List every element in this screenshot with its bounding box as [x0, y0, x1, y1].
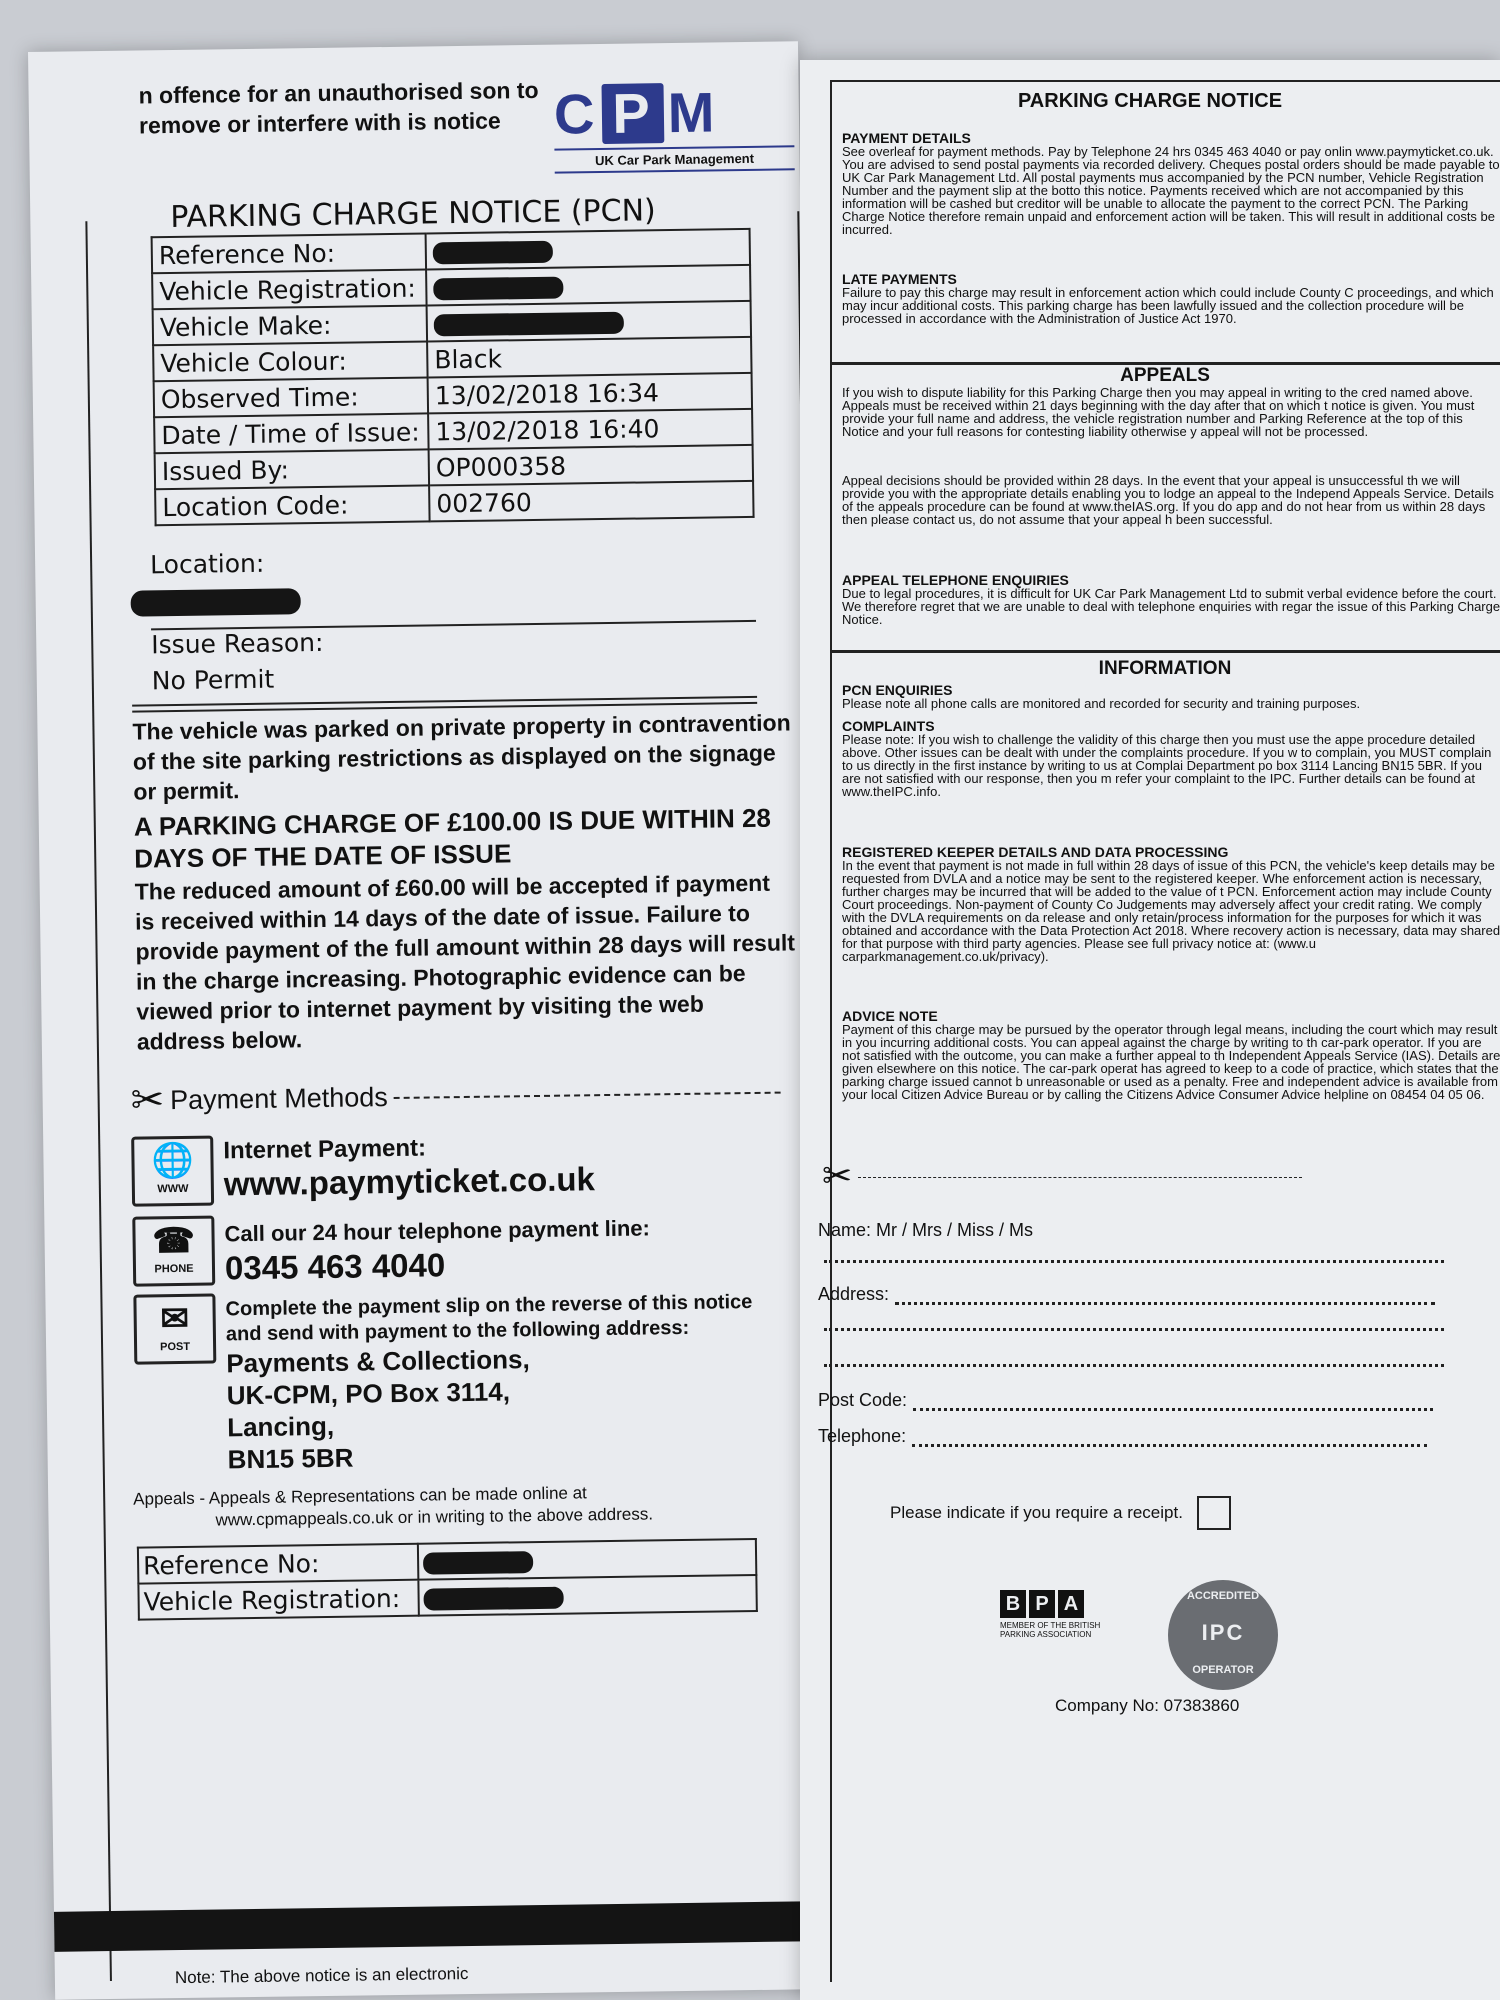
payment-phone-number[interactable]: 0345 463 4040: [224, 1246, 446, 1287]
row-value: 13/02/2018 16:34: [428, 373, 752, 414]
globe-icon: 🌐 WWW: [131, 1136, 214, 1207]
warning-text: n offence for an unauthorised son to remove or interfere with is notice: [138, 76, 539, 139]
address-line: Payments & Collections,: [226, 1344, 530, 1379]
name-label: Name: Mr / Mrs / Miss / Ms: [818, 1220, 1033, 1240]
bpa-letter: P: [1029, 1590, 1055, 1618]
scissors-icon: ✂: [822, 1155, 853, 1196]
post-badge: POST: [160, 1340, 191, 1354]
ipc-badge: [1168, 1580, 1278, 1690]
payment-website[interactable]: www.paymyticket.co.uk: [223, 1160, 596, 1203]
redacted-location: [131, 588, 301, 616]
section-heading: PCN ENQUIRIES: [842, 682, 953, 698]
pcn-reverse-sheet: [800, 60, 1500, 2000]
receipt-row: [890, 1496, 1231, 1530]
ipc-bottom-text: OPERATOR: [1192, 1664, 1254, 1676]
row-label: Vehicle Registration:: [138, 1580, 418, 1620]
telephone-label: Telephone:: [818, 1426, 907, 1446]
redacted-value: [418, 1575, 756, 1616]
pcn-details-table: [151, 228, 755, 526]
issue-reason-label: Issue Reason:: [151, 627, 324, 660]
address-field-row[interactable]: [818, 1284, 1435, 1305]
row-label: Issued By:: [155, 449, 429, 489]
location-label: Location:: [149, 548, 265, 580]
row-value: OP000358: [429, 445, 753, 486]
address-line: Lancing,: [227, 1410, 335, 1443]
contravention-text: The vehicle was parked on private property in contravention of the site parking restrictions as displayed on the signage or permit.: [132, 709, 791, 805]
reduced-amount-text: The reduced amount of £60.00 will be accepted if payment is received within 14 days of the date of issue. Failure to provide payment of the full amount within 28 days will result in the charge increasing. Photographic evidence can be viewed prior to internet payment by visiting the web address below.: [134, 869, 796, 1055]
table-row: [138, 1575, 756, 1620]
phone-badge: PHONE: [154, 1262, 194, 1276]
information-heading: INFORMATION: [1098, 658, 1232, 679]
receipt-checkbox[interactable]: [1197, 1496, 1231, 1530]
issue-reason-value: No Permit: [151, 664, 275, 696]
cut-line: [394, 1090, 781, 1099]
scissors-icon: ✂: [130, 1078, 165, 1123]
table-row: [155, 481, 753, 525]
logo-letter: C: [553, 82, 599, 146]
section-text: In the event that payment is not made in full within 28 days of issue of this PCN, the vehicle's keep details may be requested from DVLA and a notice may be sent to the registered keeper. Whe enforcement action is necessary, further charges may be incurred that will be added to the value of t PCN. Enforcement action may include County Court proceedings. Non-payment of County Co Judgements may adversely affect your credit rating. We comply with the DVLA requirements on da release and only retain/process information for the purposes for which it was obtained and accordance with the Data Protection Act 2018. Where recovery action is necessary, data may shared for that purpose with third party agencies. Please see full privacy notice at: (www.u carparkmanagement.co.uk/privacy).: [842, 858, 1500, 964]
reverse-title: PARKING CHARGE NOTICE: [1017, 90, 1283, 112]
appeals-text-1: If you wish to dispute liability for this Parking Charge then you may appeal in writing to the cred named above. Appeals must be received within 21 days beginning with the day after that on which t notice is given. You must provide your full name and address, the vehicle registration number and Parking Reference at the top of this Notice and your full reasons for contesting liability otherwise y appeal will not be processed.: [842, 385, 1475, 439]
redacted-value: [418, 1539, 756, 1580]
divider: [830, 650, 1500, 653]
row-label: Vehicle Registration:: [152, 269, 426, 309]
address-field-line[interactable]: [818, 1324, 1444, 1331]
www-badge: WWW: [157, 1182, 189, 1196]
address-field-line[interactable]: [818, 1360, 1444, 1367]
pcn-title: PARKING CHARGE NOTICE (PCN): [170, 193, 656, 236]
section-heading: LATE PAYMENTS: [842, 271, 957, 287]
address-line: BN15 5BR: [227, 1442, 354, 1475]
cut-line-row: [822, 1155, 1302, 1197]
phone-payment-label: Call our 24 hour telephone payment line:: [224, 1215, 651, 1247]
row-label: Location Code:: [155, 485, 429, 525]
row-value: 002760: [429, 481, 753, 522]
section-text: Please note all phone calls are monitored and recorded for security and training purposes.: [842, 696, 1361, 711]
cut-line: [858, 1175, 1302, 1178]
section-heading: REGISTERED KEEPER DETAILS AND DATA PROCESSING: [842, 844, 1229, 860]
phone-icon: ☎ PHONE: [132, 1216, 215, 1287]
row-label: Vehicle Colour:: [153, 341, 427, 381]
complaints-section: [842, 720, 1500, 798]
redacted-value: [427, 301, 751, 342]
payment-methods-label: Payment Methods: [169, 1081, 388, 1115]
appeals-text-2: Appeal decisions should be provided within 28 days. In the event that your appeal is unsuccessful th we will provide you with the appropriate details enabling you to lodge an appeal to the Independ Appeals Service. Details of the appeals procedure can be found at www.theIAS.org. If you do app and do not hear from us within 28 days then please contact us, do not assume that your appeal h been successful.: [842, 473, 1494, 527]
section-text: Failure to pay this charge may result in enforcement action which could include County C proceedings, and which may incur additional costs. This parking charge has been lawfully issued and the collection procedure will be processed in accordance with the Administration of Justice Act 1970.: [842, 285, 1494, 326]
keeper-section: [842, 846, 1500, 963]
postcode-label: Post Code:: [818, 1390, 908, 1410]
address-label: Address:: [818, 1284, 890, 1304]
pcn-front-sheet: [28, 41, 825, 2000]
section-text: Due to legal procedures, it is difficult for UK Car Park Management Ltd to submit verbal evidence before the court. We therefore regret that we are unable to deal with telephone enquiries with regar the issue of this Parking Charge Notice.: [842, 586, 1500, 627]
postcode-field-row[interactable]: [818, 1390, 1433, 1411]
section-text: Payment of this charge may be pursued by the operator through legal means, including the court which may result in you incurring additional costs. You can appeal against the charge by writing to th car-park operator. If you are not satisfied with the outcome, you can make a further appeal to th Independent Appeals Service (IAS). Details are given elsewhere on this notice. The car-park operat has agreed to keep to a code of practice, which states that the parking charge issued cannot b unreasonable or used as a penalty. Free and independent advice is available from your local Citizen Advice Bureau or by calling the Citizens Advice Consumer Advice helpline on 08454 04 05 06.: [842, 1022, 1500, 1102]
appeals-url[interactable]: www.cpmappeals.co.uk or in writing to the above address.: [215, 1504, 654, 1530]
logo-subtitle: UK Car Park Management: [554, 145, 794, 173]
ipc-top-text: ACCREDITED: [1186, 1590, 1260, 1602]
section-text: Please note: If you wish to challenge the validity of this charge then you must use the appe procedure detailed above. Other issues can be dealt with under the complaints procedure. If you w to complain, you MUST complain to us directly in the first instance by writing to us at Complai Department po box 3114 Lancing BN15 5BR. If you are not satisfied with our response, then you m refer your complaint to the IPC. Further details can be found at www.theIPC.info.: [842, 732, 1492, 799]
logo-letter: M: [667, 80, 719, 145]
section-heading: ADVICE NOTE: [842, 1008, 938, 1024]
name-field-row: [818, 1220, 1033, 1241]
row-label: Date / Time of Issue:: [154, 413, 428, 453]
appeals-heading: APPEALS: [1120, 365, 1210, 386]
redacted-value: [426, 265, 750, 306]
footer-note: Note: The above notice is an electronic: [174, 1964, 469, 1988]
logo-letter: P: [602, 83, 664, 144]
row-value: Black: [427, 337, 751, 378]
pcn-enquiries-section: [842, 684, 1500, 710]
row-value: 13/02/2018 16:40: [428, 409, 752, 450]
cpm-logo: [554, 81, 795, 173]
section-heading: APPEAL TELEPHONE ENQUIRIES: [842, 572, 1069, 588]
bpa-logo: [1000, 1590, 1130, 1639]
section-heading: COMPLAINTS: [842, 718, 935, 734]
appeals-note-text: Appeals - Appeals & Representations can be made online at: [133, 1483, 587, 1509]
internet-payment-label: Internet Payment:: [223, 1134, 427, 1165]
postal-address: [226, 1343, 531, 1475]
address-line: UK-CPM, PO Box 3114,: [226, 1376, 511, 1411]
bpa-letter: B: [1000, 1590, 1026, 1618]
row-label: Reference No:: [152, 233, 426, 273]
receipt-label: Please indicate if you require a receipt.: [890, 1503, 1183, 1522]
charge-due-text: A PARKING CHARGE OF £100.00 IS DUE WITHIN 28 DAYS OF THE DATE OF ISSUE: [133, 802, 772, 874]
row-label: Vehicle Make:: [153, 305, 427, 345]
row-label: Reference No:: [138, 1544, 418, 1584]
telephone-field-row[interactable]: [818, 1426, 1427, 1447]
section-heading: PAYMENT DETAILS: [842, 130, 971, 146]
ipc-mid-text: IPC: [1201, 1620, 1245, 1645]
payment-details-section: [842, 132, 1500, 236]
company-number: Company No: 07383860: [1055, 1696, 1240, 1715]
late-payments-section: [842, 273, 1500, 325]
bpa-subtitle: MEMBER OF THE BRITISH PARKING ASSOCIATION: [1000, 1621, 1101, 1639]
section-text: See overleaf for payment methods. Pay by Telephone 24 hrs 0345 463 4040 or pay onlin www.paymyticket.co.uk. You are advised to send postal payments via recorded delivery. Cheques postal orders should be made payable to UK Car Park Management Ltd. All postal payments mus accompanied by the PCN number, Vehicle Registration Number and the payment slip at the botto this notice. Payments received which are not accompanied by this information will be cashed but creditor will be unable to allocate the payment to the correct PCN. The Parking Charge Notice therefore remain unpaid and enforcement action will be taken. This will result in additional costs be incurred.: [842, 144, 1500, 237]
name-field[interactable]: [818, 1256, 1444, 1263]
envelope-icon: ✉ POST: [133, 1294, 216, 1365]
post-payment-label: Complete the payment slip on the reverse of this notice and send with payment to the following address:: [225, 1291, 753, 1346]
telephone-enquiries-section: [842, 574, 1500, 626]
slip-table: [137, 1538, 758, 1621]
redacted-value: [426, 229, 750, 270]
row-label: Observed Time:: [154, 377, 428, 417]
advice-section: [842, 1010, 1500, 1101]
bpa-letter: A: [1058, 1590, 1084, 1618]
